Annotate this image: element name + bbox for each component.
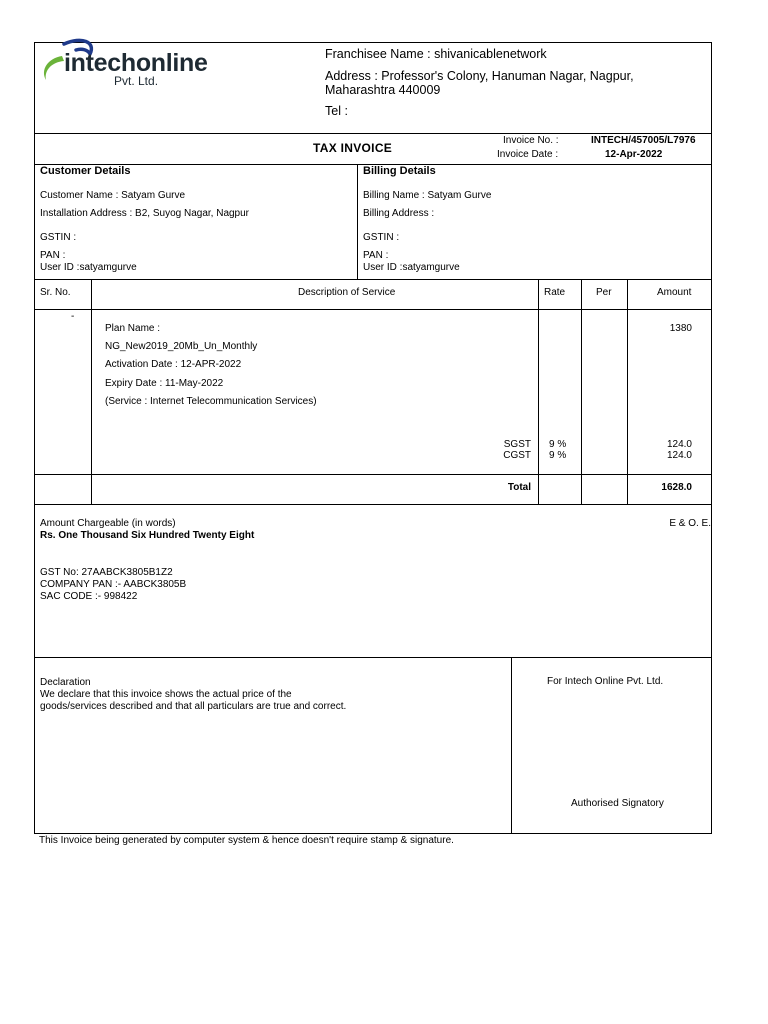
divider-table-top xyxy=(34,279,712,280)
tax-cgst-rate: 9 % xyxy=(549,450,567,461)
billing-pan: PAN : xyxy=(363,250,389,261)
eoe-label: E & O. E. xyxy=(669,518,711,529)
for-company-label: For Intech Online Pvt. Ltd. xyxy=(547,676,664,687)
divider-total-top xyxy=(34,474,712,475)
amount-words-value: Rs. One Thousand Six Hundred Twenty Eight xyxy=(40,530,255,541)
billing-address: Billing Address : xyxy=(363,208,435,219)
declaration-line1: We declare that this invoice shows the actual price of the xyxy=(40,689,292,700)
billing-name: Billing Name : Satyam Gurve xyxy=(363,190,492,201)
authorised-signatory: Authorised Signatory xyxy=(571,798,664,809)
divider-declaration xyxy=(34,657,712,658)
invoice-date-label: Invoice Date : xyxy=(497,149,559,160)
franchisee-address-line1: Address : Professor's Colony, Hanuman Nagar, Nagpur, xyxy=(325,69,634,83)
plan-name-value: NG_New2019_20Mb_Un_Monthly xyxy=(105,341,258,352)
expiry-date: Expiry Date : 11-May-2022 xyxy=(105,378,224,389)
invoice-number-value: INTECH/457005/L7976 xyxy=(591,135,696,146)
customer-user-id: User ID :satyamgurve xyxy=(40,262,137,273)
customer-heading: Customer Details xyxy=(40,165,131,177)
tax-sgst-name: SGST xyxy=(503,439,531,450)
customer-gstin: GSTIN : xyxy=(40,232,77,243)
invoice-date-value: 12-Apr-2022 xyxy=(605,149,663,160)
col-divider-3 xyxy=(581,279,582,504)
amount-words-label: Amount Chargeable (in words) xyxy=(40,518,176,529)
franchisee-tel: Tel : xyxy=(325,104,348,118)
plan-name-label: Plan Name : xyxy=(105,323,161,334)
tax-cgst-amount: 124.0 xyxy=(666,450,692,461)
col-header-description: Description of Service xyxy=(298,287,396,298)
service-type: (Service : Internet Telecommunication Services) xyxy=(105,396,317,407)
company-sac: SAC CODE :- 998422 xyxy=(40,591,138,602)
company-pan: COMPANY PAN :- AABCK3805B xyxy=(40,579,187,590)
divider-signature xyxy=(511,657,512,834)
invoice-title: TAX INVOICE xyxy=(313,141,393,155)
billing-gstin: GSTIN : xyxy=(363,232,400,243)
divider-details xyxy=(357,164,358,279)
col-divider-2 xyxy=(538,279,539,504)
footer-note: This Invoice being generated by computer system & hence doesn't require stamp & signature. xyxy=(39,835,454,846)
tax-cgst-name: CGST xyxy=(503,450,531,461)
billing-user-id: User ID :satyamgurve xyxy=(363,262,460,273)
total-label: Total xyxy=(507,482,531,493)
tax-sgst-amount: 124.0 xyxy=(666,439,692,450)
row-amount: 1380 xyxy=(669,323,692,334)
logo-wordmark: intechonline xyxy=(64,49,208,77)
company-gst: GST No: 27AABCK3805B1Z2 xyxy=(40,567,173,578)
invoice-number-label: Invoice No. : xyxy=(503,135,559,146)
declaration-line2: goods/services described and that all particulars are true and correct. xyxy=(40,701,347,712)
divider-total-bottom xyxy=(34,504,712,505)
customer-name: Customer Name : Satyam Gurve xyxy=(40,190,186,201)
divider-table-header xyxy=(34,309,712,310)
customer-address: Installation Address : B2, Suyog Nagar, Nagpur xyxy=(40,208,250,219)
tax-sgst-rate: 9 % xyxy=(549,439,567,450)
divider-header xyxy=(34,133,712,134)
row-sr-no: - xyxy=(71,311,75,322)
invoice-frame xyxy=(34,42,712,834)
col-header-sr-no: Sr. No. xyxy=(40,287,71,298)
total-value: 1628.0 xyxy=(661,482,692,493)
activation-date: Activation Date : 12-APR-2022 xyxy=(105,359,242,370)
franchisee-address-line2: Maharashtra 440009 xyxy=(325,83,441,97)
logo-subtitle: Pvt. Ltd. xyxy=(114,74,159,88)
col-header-rate: Rate xyxy=(544,287,566,298)
company-logo xyxy=(38,28,228,90)
col-header-amount: Amount xyxy=(657,287,692,298)
col-header-per: Per xyxy=(596,287,612,298)
col-divider-4 xyxy=(627,279,628,504)
franchisee-name: Franchisee Name : shivanicablenetwork xyxy=(325,47,547,61)
billing-heading: Billing Details xyxy=(363,165,436,177)
declaration-heading: Declaration xyxy=(40,677,91,688)
customer-pan: PAN : xyxy=(40,250,66,261)
col-divider-1 xyxy=(91,279,92,504)
